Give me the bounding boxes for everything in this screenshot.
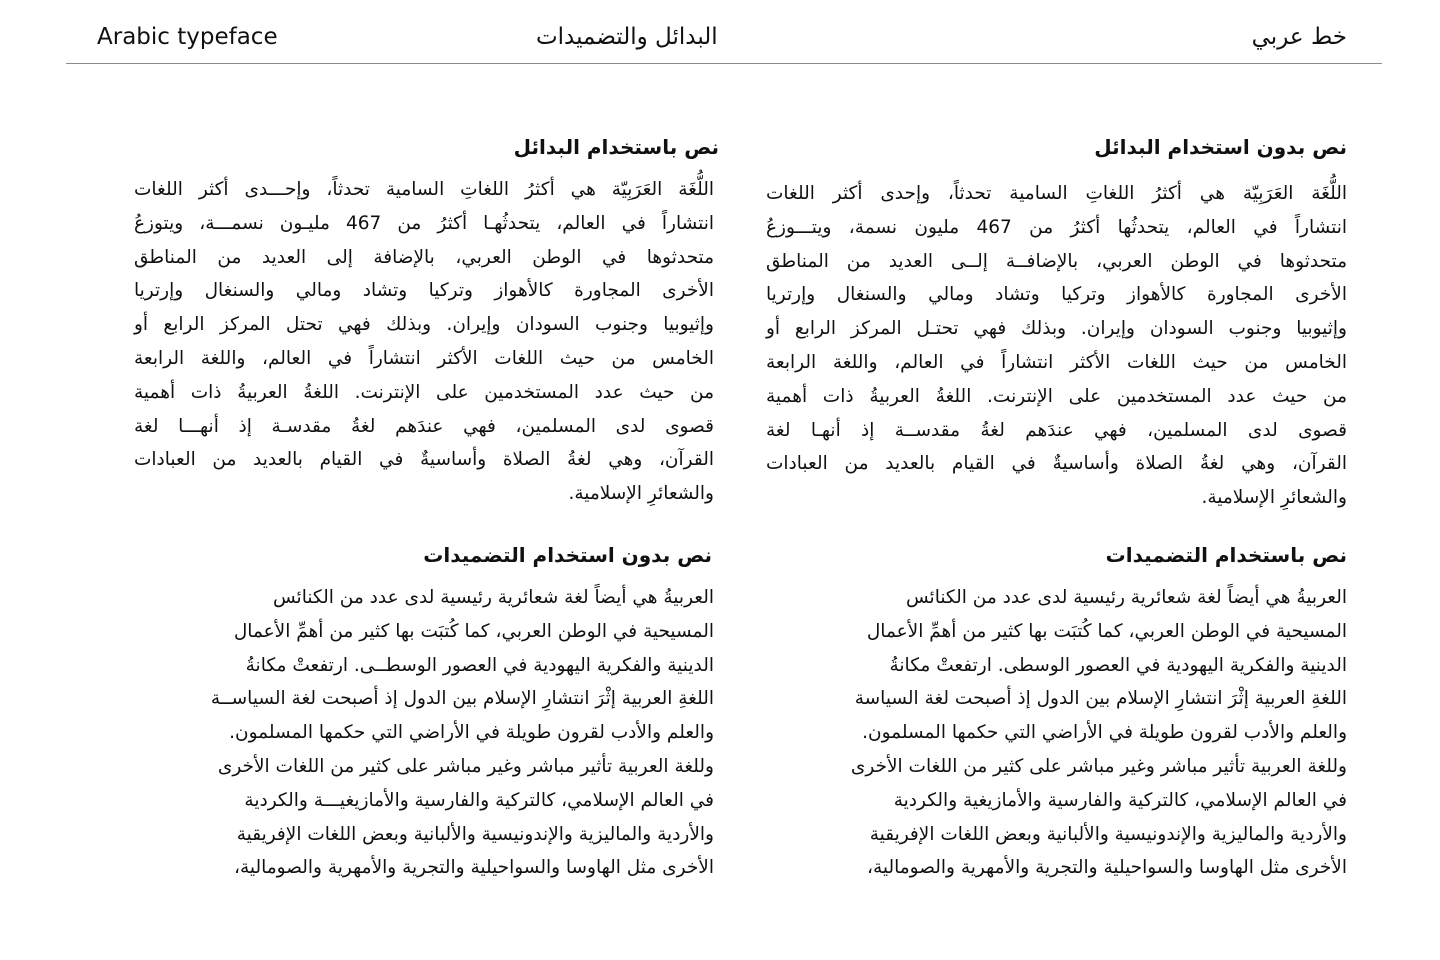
paragraph-line: الأخرى مثل الهاوسا والسواحيلية والتجرية والأمهرية والصومالية، (867, 857, 1347, 879)
section-without-ligatures (134, 542, 714, 885)
header-title-arabic: خط عربي (1251, 24, 1347, 50)
paragraph-line: متحدثوها في الوطن العربي، بالإضافة إلى العديد من المناطق (134, 246, 714, 268)
paragraph-line: العربيةُ هي أيضاً لغة شعائرية رئيسية لدى عدد من الكنائس (272, 587, 714, 608)
section-with-alternates (134, 134, 719, 511)
paragraph-line: في العالم الإسلامي، كالتركية والفارسية والأمازيغية والكردية (893, 789, 1347, 811)
section-heading: نص بدون استخدام البدائل (1094, 135, 1347, 159)
paragraph-line: انتشاراً في العالم، يتحدثُهـا أكثرُ من 467 مليـون نسمـــة، ويتوزعُ (134, 212, 714, 234)
section-paragraph (134, 173, 714, 511)
section-paragraph (134, 581, 714, 885)
paragraph-line: والشعائرِ الإسلامية. (1201, 487, 1347, 509)
paragraph-line: وللغة العربية تأثير مباشر وغير مباشر على كثير من اللغات الأخرى (217, 755, 714, 777)
paragraph-line: القرآن، وهي لغةُ الصلاة وأساسيةٌ في القيام بالعديد من العبادات (134, 449, 714, 471)
section-without-alternates (766, 134, 1347, 515)
paragraph-line: المسيحية في الوطن العربي، كما كُتبَت بها كثير من أهمِّ الأعمال (233, 620, 714, 642)
paragraph-line: المسيحية في الوطن العربي، كما كُتبَت بها كثير من أهمِّ الأعمال (866, 620, 1347, 642)
paragraph-line: القرآن، وهي لغةُ الصلاة وأساسيةٌ في القيام بالعديد من العبادات (766, 453, 1347, 475)
paragraph-line: قصوى لدى المسلمين، فهي عندَهم لغةُ مقدسـة إذ أنهـــا لغة (134, 415, 714, 437)
paragraph-line: اللغةِ العربية إثْرَ انتشارِ الإسلام بين الدول إذ أصبحت لغة السياسة (854, 688, 1347, 710)
paragraph-line: الخامس من حيث اللغات الأكثر انتشاراً في العالم، واللغة الرابعة (766, 351, 1347, 373)
paragraph-line: من حيث عدد المستخدمين على الإنترنت. اللغةُ العربيةُ ذات أهمية (766, 385, 1347, 407)
paragraph-line: الأخرى المجاورة كالأهواز وتركيا وتشاد ومالي والسنغال وإرتريا (766, 284, 1347, 306)
paragraph-line: من حيث عدد المستخدمين على الإنترنت. اللغةُ العربيةُ ذات أهمية (134, 381, 714, 403)
paragraph-line: متحدثوها في الوطن العربي، بالإضافــة إلــى العديد من المناطق (766, 250, 1347, 272)
paragraph-line: وللغة العربية تأثير مباشر وغير مباشر على كثير من اللغات الأخرى (850, 755, 1347, 777)
paragraph-line: والأردية والماليزية والإندونيسية والألبانية وبعض اللغات الإفريقية (869, 823, 1347, 845)
paragraph-line: وإثيوبيا وجنوب السودان وإيران. وبذلك فهي تحتـل المركز الرابع أو (766, 318, 1347, 340)
section-heading: نص باستخدام التضميدات (1105, 543, 1347, 567)
section-heading: نص باستخدام البدائل (513, 135, 719, 159)
header-title-center: البدائل والتضميدات (536, 24, 718, 50)
paragraph-line: قصوى لدى المسلمين، فهي عندَهم لغةُ مقدســة إذ أنهـا لغة (766, 419, 1347, 441)
paragraph-line: اللغةِ العربية إثْرَ انتشارِ الإسلام بين الدول إذ أصبحت لغة السياســة (210, 688, 714, 710)
paragraph-line: وإثيوبيا وجنوب السودان وإيران. وبذلك فهي تحتل المركز الرابع أو (134, 314, 714, 336)
paragraph-line: انتشاراً في العالم، يتحدثُها أكثرُ من 467 مليون نسمة، ويتـــوزعُ (766, 216, 1347, 238)
section-paragraph (766, 177, 1347, 515)
header-title-english: Arabic typeface (97, 24, 278, 50)
paragraph-line: في العالم الإسلامي، كالتركية والفارسية والأمازيغيـــة والكردية (244, 789, 714, 811)
paragraph-line: والعلم والأدب لقرون طويلة في الأراضي التي حكمها المسلمون. (229, 722, 714, 744)
page-header (66, 0, 1382, 64)
paragraph-line: والشعائرِ الإسلامية. (568, 483, 714, 505)
paragraph-line: الخامس من حيث اللغات الأكثر انتشاراً في العالم، واللغة الرابعة (134, 347, 714, 369)
paragraph-line: والأردية والماليزية والإندونيسية والألبانية وبعض اللغات الإفريقية (236, 823, 714, 845)
section-heading: نص بدون استخدام التضميدات (423, 543, 712, 567)
paragraph-line: الأخرى مثل الهاوسا والسواحيلية والتجرية والأمهرية والصومالية، (234, 857, 714, 879)
paragraph-line: اللُّغَة العَرَبِيّة هي أكثرُ اللغاتِ السامية تحدثاً، وإحدى أكثر اللغات (766, 183, 1347, 204)
paragraph-line: الدينية والفكرية اليهودية في العصور الوسطــى. ارتفعتْ مكانةُ (245, 654, 714, 676)
paragraph-line: والعلم والأدب لقرون طويلة في الأراضي التي حكمها المسلمون. (862, 722, 1347, 744)
section-with-ligatures (766, 542, 1347, 885)
paragraph-line: اللُّغَة العَرَبِيّة هي أكثرُ اللغاتِ السامية تحدثاً، وإحـــدى أكثر اللغات (134, 179, 714, 200)
paragraph-line: الأخرى المجاورة كالأهواز وتركيا وتشاد ومالي والسنغال وإرتريا (134, 280, 714, 302)
paragraph-line: العربيةُ هي أيضاً لغة شعائرية رئيسية لدى عدد من الكنائس (905, 587, 1347, 608)
paragraph-line: الدينية والفكرية اليهودية في العصور الوسطى. ارتفعتْ مكانةُ (889, 654, 1347, 676)
section-paragraph (766, 581, 1347, 885)
